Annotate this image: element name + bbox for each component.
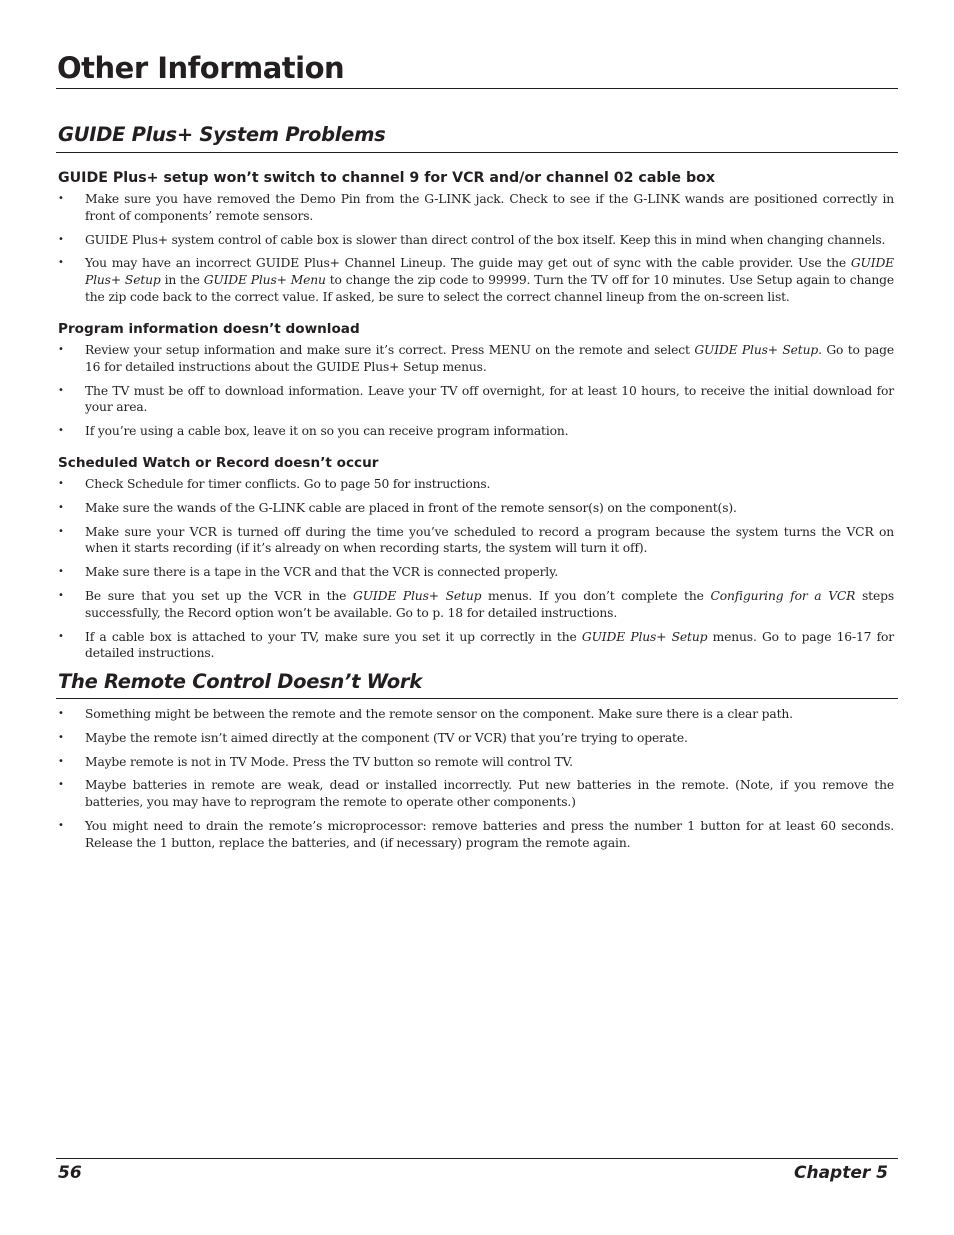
list-remote [58,706,894,859]
section-heading-remote: The Remote Control Doesn’t Work [58,670,422,693]
bullet-icon: • [58,819,64,831]
list-item: • Make sure you have removed the Demo Pin from the G-LINK jack. Check to see if the G-LINK wands are positioned correctly in front of components’ remote sensors. [58,192,894,223]
bullet-icon: • [58,525,64,537]
subheading-scheduled-watch: Scheduled Watch or Record doesn’t occur [58,455,379,471]
list-program-info [58,342,894,447]
section-rule-guide-plus [56,152,898,153]
bullet-icon: • [58,779,64,791]
list-item: • Be sure that you set up the VCR in the GUIDE Plus+ Setup menus. If you don’t complete the Configuring for a VCR steps successfully, the Record option won’t be available. Go to p. 18 for detailed instructions. [58,588,894,620]
list-item: • Something might be between the remote and the remote sensor on the component. Make sure there is a clear path. [58,707,793,721]
list-setup-channel [58,191,894,313]
list-item: • Make sure your VCR is turned off during the time you’ve scheduled to record a program because the system turns the VCR on when it starts recording (if it’s already on when recording starts, the system will turn it off). [58,524,894,556]
page-number: 56 [58,1163,82,1183]
subheading-program-info: Program information doesn’t download [58,321,360,337]
page-title: Other Information [57,51,345,85]
list-item: • GUIDE Plus+ system control of cable box is slower than direct control of the box itself. Keep this in mind when changing channels. [58,232,886,247]
chapter-label: Chapter 5 [793,1163,888,1183]
section-rule-remote [56,698,898,699]
list-item: • Make sure the wands of the G-LINK cable are placed in front of the remote sensor(s) on the component(s). [58,500,737,515]
bullet-icon: • [58,589,64,601]
list-item: • The TV must be off to download information. Leave your TV off overnight, for at least 10 hours, to receive the initial download for your area. [58,383,894,415]
bullet-icon: • [58,755,64,767]
list-item: • You might need to drain the remote’s microprocessor: remove batteries and press the number 1 button for at least 60 seconds. Release the 1 button, replace the batteries, and (if necessary) program the remote again. [58,818,894,850]
list-item: • If a cable box is attached to your TV, make sure you set it up correctly in the GUIDE Plus+ Setup menus. Go to page 16-17 for detailed instructions. [58,629,894,661]
bullet-icon: • [58,501,64,513]
section-heading-guide-plus: GUIDE Plus+ System Problems [58,123,386,146]
footer-rule [56,1158,898,1159]
bullet-icon: • [58,478,64,489]
bullet-icon: • [58,384,64,396]
bullet-icon: • [58,425,64,437]
list-item: • Check Schedule for timer conflicts. Go to page 50 for instructions. [58,477,491,491]
bullet-icon: • [58,566,64,578]
title-rule [56,88,898,89]
bullet-icon: • [58,708,64,719]
bullet-icon: • [58,731,64,743]
list-scheduled-watch [58,476,894,669]
list-item: • Review your setup information and make sure it’s correct. Press MENU on the remote and select GUIDE Plus+ Setup. Go to page 16 for detailed instructions about the GUIDE Plus+ Setup menus. [58,343,894,374]
bullet-icon: • [58,344,64,355]
bullet-icon: • [58,257,64,269]
list-item: • Make sure there is a tape in the VCR and that the VCR is connected properly. [58,565,559,580]
bullet-icon: • [58,193,64,204]
list-item: • Maybe remote is not in TV Mode. Press the TV button so remote will control TV. [58,754,573,769]
bullet-icon: • [58,233,64,245]
bullet-icon: • [58,630,64,642]
list-item: • Maybe the remote isn’t aimed directly at the component (TV or VCR) that you’re trying to operate. [58,730,688,745]
list-item: • Maybe batteries in remote are weak, dead or installed incorrectly. Put new batteries in the remote. (Note, if you remove the batteries, you may have to reprogram the remote to operate other components.) [58,778,894,810]
list-item: • If you’re using a cable box, leave it on so you can receive program information. [58,424,569,439]
subheading-setup-channel: GUIDE Plus+ setup won’t switch to channel 9 for VCR and/or channel 02 cable box [58,170,716,186]
list-item: • You may have an incorrect GUIDE Plus+ Channel Lineup. The guide may get out of sync with the cable provider. Use the GUIDE Plus+ Setup in the GUIDE Plus+ Menu to change the zip code to 99999. Turn the TV off for 10 minutes. Use Setup again to change the zip code back to the correct value. If asked, be sure to select the correct channel lineup from the on-screen list. [58,256,895,304]
